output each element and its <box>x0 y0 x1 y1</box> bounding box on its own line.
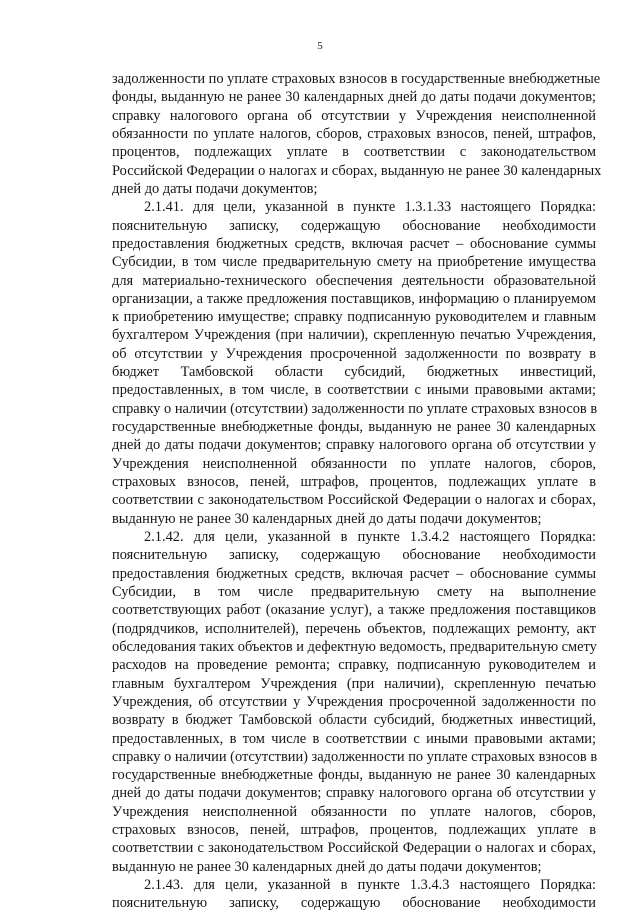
text-line: соответствии с законодательством Российской Федерации о налогах и сборах, <box>112 840 596 857</box>
text-line: дней до даты подачи документов; справку налогового органа об отсутствии у <box>112 785 596 802</box>
paragraph-start-line: 2.1.43. для цели, указанной в пункте 1.3.4.3 настоящего Порядка: <box>144 877 596 894</box>
text-line: справку о наличии (отсутствии) задолженности по уплате страховых взносов в <box>112 748 598 765</box>
text-line: справку налогового органа об отсутствии у Учреждения неисполненной <box>112 107 596 124</box>
text-line: пояснительную записку, содержащую обоснование необходимости <box>112 547 596 564</box>
text-line: государственные внебюджетные фонды, выданную не ранее 30 календарных <box>112 767 596 784</box>
text-line: пояснительную записку, содержащую обоснование необходимости <box>112 217 596 234</box>
text-line: обязанности по уплате налогов, сборов, страховых взносов, пеней, штрафов, <box>112 125 596 142</box>
text-line: предоставления бюджетных средств, включая расчет – обоснование суммы <box>112 565 596 582</box>
text-line: фонды, выданную не ранее 30 календарных дней до даты подачи документов; <box>112 89 596 106</box>
text-line: Учреждения неисполненной обязанности по уплате налогов, сборов, <box>112 803 596 820</box>
text-line: выданную не ранее 30 календарных дней до даты подачи документов; <box>112 858 542 875</box>
text-line: расходов на проведение ремонта; справку, подписанную руководителем и <box>112 657 596 674</box>
text-line: соответствующих работ (оказание услуг), а также предложения поставщиков <box>112 602 596 619</box>
text-line: возврату в бюджет Тамбовской области субсидий, бюджетных инвестиций, <box>112 712 596 729</box>
text-line: (подрядчиков, исполнителей), перечень объектов, подлежащих ремонту, акт <box>112 620 596 637</box>
paragraph-start-line: 2.1.41. для цели, указанной в пункте 1.3.1.33 настоящего Порядка: <box>144 199 596 216</box>
text-line: обследования таких объектов и дефектную ведомость, предварительную смету <box>112 638 597 655</box>
text-line: Российской Федерации о налогах и сборах, выданную не ранее 30 календарных <box>112 162 602 179</box>
text-line: главным бухгалтером Учреждения (при наличии), скрепленную печатью <box>112 675 596 692</box>
text-line: об отсутствии у Учреждения просроченной задолженности по возврату в <box>112 345 596 362</box>
text-line: для материально-технического обеспечения деятельности образовательной <box>112 272 596 289</box>
text-line: страховых взносов, пеней, штрафов, процентов, подлежащих уплате в <box>112 822 596 839</box>
paragraph-start-line: 2.1.42. для цели, указанной в пункте 1.3.4.2 настоящего Порядка: <box>144 529 596 545</box>
text-line: к приобретению имуществе; справку подписанную руководителем и главным <box>112 309 596 326</box>
text-line: государственные внебюджетные фонды, выданную не ранее 30 календарных <box>112 419 596 436</box>
text-line: процентов, подлежащих уплате в соответствии с законодательством <box>112 144 596 161</box>
text-line: организации, а также предложения поставщиков, информацию о планируемом <box>112 290 596 307</box>
text-line: бюджет Тамбовской области субсидий, бюджетных инвестиций, <box>112 364 596 381</box>
text-line: предоставленных, в том числе, в соответствии с иными правовыми актами; <box>112 382 596 399</box>
text-line: Учреждения, об отсутствии у Учреждения просроченной задолженности по <box>112 693 596 710</box>
text-line: дней до даты подачи документов; справку налогового органа об отсутствии у <box>112 437 596 454</box>
text-line: Субсидии, в том числе предварительную смету на выполнение <box>112 583 596 600</box>
text-line: предоставленных, в том числе в соответствии с иными правовыми актами; <box>112 730 596 747</box>
text-line: выданную не ранее 30 календарных дней до даты подачи документов; <box>112 510 542 527</box>
text-line: страховых взносов, пеней, штрафов, процентов, подлежащих уплате в <box>112 474 596 491</box>
text-line: бухгалтером Учреждения (при наличии), скрепленную печатью Учреждения, <box>112 327 596 344</box>
text-line: задолженности по уплате страховых взносов в государственные внебюджетные <box>112 71 601 87</box>
text-line: соответствии с законодательством Российской Федерации о налогах и сборах, <box>112 492 596 509</box>
text-line: Учреждения неисполненной обязанности по уплате налогов, сборов, <box>112 455 596 472</box>
text-line: дней до даты подачи документов; <box>112 180 318 197</box>
text-line: пояснительную записку, содержащую обоснование необходимости <box>112 895 596 912</box>
page-number: 5 <box>317 40 323 52</box>
text-line: предоставления бюджетных средств, включая расчет – обоснование суммы <box>112 235 596 252</box>
text-line: справку о наличии (отсутствии) задолженности по уплате страховых взносов в <box>112 400 598 417</box>
text-line: Субсидии, в том числе предварительную смету на приобретение имущества <box>112 254 596 271</box>
